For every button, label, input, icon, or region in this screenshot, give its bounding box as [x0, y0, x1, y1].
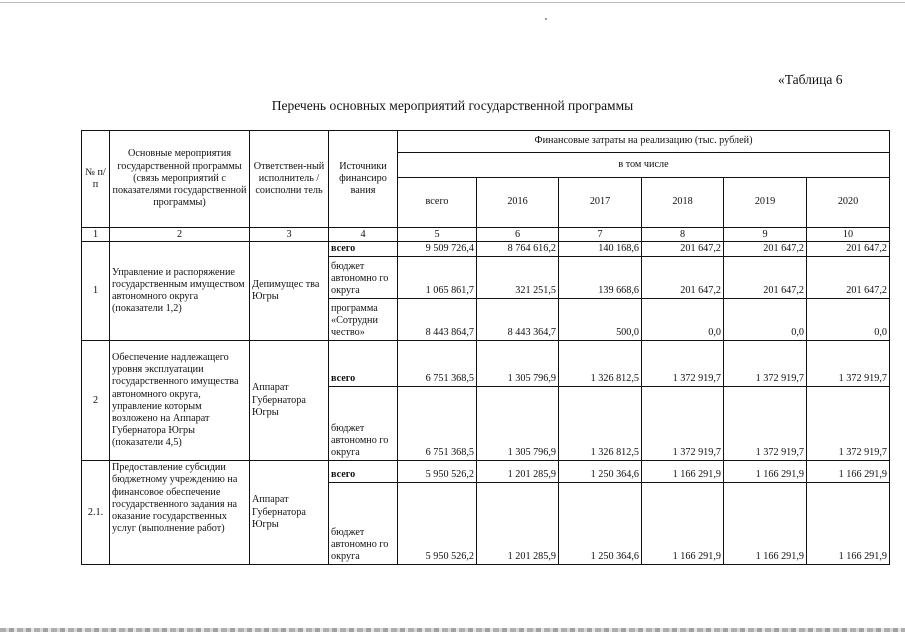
value-2016: 321 251,5: [477, 257, 559, 299]
row-activity: Предоставление субсидии бюджетному учреждению на финансовое обеспечение государственного задания на оказание государственных услуг (выполнение работ): [110, 461, 250, 565]
column-number: 3: [250, 228, 329, 242]
value-2018: 201 647,2: [642, 242, 724, 257]
value-2019: 1 372 919,7: [724, 341, 807, 387]
scan-edge-bottom: [0, 628, 905, 632]
value-2018: 1 166 291,9: [642, 461, 724, 483]
value-2020: 1 166 291,9: [807, 461, 890, 483]
row-source: программа «Сотрудни чество»: [329, 299, 398, 341]
header-year-2018: 2018: [642, 178, 724, 228]
value-2019: 0,0: [724, 299, 807, 341]
header-activity: Основные мероприятия государственной программы (связь мероприятий с показателями государственной программы): [110, 131, 250, 228]
column-number: 6: [477, 228, 559, 242]
value-total: 1 065 861,7: [398, 257, 477, 299]
value-2019: 1 166 291,9: [724, 483, 807, 565]
column-number: 9: [724, 228, 807, 242]
value-2018: 0,0: [642, 299, 724, 341]
row-activity: Управление и распоряжение государственным имуществом автономного округа (показатели 1,2): [110, 242, 250, 341]
scan-speck: [545, 18, 547, 20]
value-total: 8 443 864,7: [398, 299, 477, 341]
row-number: 2: [82, 341, 110, 461]
value-total: 9 509 726,4: [398, 242, 477, 257]
header-responsible: Ответствен-ный исполнитель / соисполни тель: [250, 131, 329, 228]
table-row: [82, 242, 890, 257]
row-number: 1: [82, 242, 110, 341]
column-number: 2: [110, 228, 250, 242]
column-number: 5: [398, 228, 477, 242]
row-responsible: Аппарат Губернатора Югры: [250, 341, 329, 461]
value-2019: 201 647,2: [724, 242, 807, 257]
row-responsible: Депимущес тва Югры: [250, 242, 329, 341]
row-source: всего: [329, 242, 398, 257]
value-2017: 140 168,6: [559, 242, 642, 257]
value-2016: 1 201 285,9: [477, 483, 559, 565]
value-2017: 1 250 364,6: [559, 483, 642, 565]
value-2020: 0,0: [807, 299, 890, 341]
row-source: всего: [329, 341, 398, 387]
header-year-2017: 2017: [559, 178, 642, 228]
value-2017: 1 326 812,5: [559, 387, 642, 461]
row-source: бюджет автономно го округа: [329, 387, 398, 461]
value-total: 6 751 368,5: [398, 341, 477, 387]
value-2016: 8 443 364,7: [477, 299, 559, 341]
activities-table: [81, 130, 890, 565]
column-number-row: [82, 228, 890, 242]
value-2020: 1 372 919,7: [807, 341, 890, 387]
value-2017: 500,0: [559, 299, 642, 341]
value-2016: 1 201 285,9: [477, 461, 559, 483]
row-source: бюджет автономно го округа: [329, 257, 398, 299]
value-total: 5 950 526,2: [398, 483, 477, 565]
scan-edge-top: [0, 2, 905, 3]
value-2019: 201 647,2: [724, 257, 807, 299]
table-row: [82, 461, 890, 483]
value-2017: 1 250 364,6: [559, 461, 642, 483]
value-2018: 1 372 919,7: [642, 341, 724, 387]
value-total: 6 751 368,5: [398, 387, 477, 461]
value-2016: 8 764 616,2: [477, 242, 559, 257]
value-2020: 201 647,2: [807, 242, 890, 257]
value-2019: 1 372 919,7: [724, 387, 807, 461]
value-2018: 1 166 291,9: [642, 483, 724, 565]
column-number: 7: [559, 228, 642, 242]
table-row: [82, 341, 890, 387]
header-year-2019: 2019: [724, 178, 807, 228]
value-2020: 201 647,2: [807, 257, 890, 299]
column-number: 4: [329, 228, 398, 242]
value-2016: 1 305 796,9: [477, 341, 559, 387]
value-2018: 201 647,2: [642, 257, 724, 299]
column-number: 1: [82, 228, 110, 242]
header-including: в том числе: [398, 153, 890, 178]
value-total: 5 950 526,2: [398, 461, 477, 483]
row-number: 2.1.: [82, 461, 110, 565]
header-total: всего: [398, 178, 477, 228]
row-responsible: Аппарат Губернатора Югры: [250, 461, 329, 565]
table-label: «Таблица 6: [778, 72, 843, 87]
header-financial: Финансовые затраты на реализацию (тыс. рублей): [398, 131, 890, 153]
value-2016: 1 305 796,9: [477, 387, 559, 461]
row-source: бюджет автономно го округа: [329, 483, 398, 565]
value-2020: 1 166 291,9: [807, 483, 890, 565]
value-2019: 1 166 291,9: [724, 461, 807, 483]
document-title: Перечень основных мероприятий государственной программы: [271, 98, 634, 113]
header-sources: Источники финансиро вания: [329, 131, 398, 228]
row-activity: Обеспечение надлежащего уровня эксплуатации государственного имущества автономного округа, управление которым возложено на Аппарат Губернатора Югры (показатели 4,5): [110, 341, 250, 461]
column-number: 8: [642, 228, 724, 242]
header-year-2016: 2016: [477, 178, 559, 228]
header-row-1: [82, 131, 890, 153]
column-number: 10: [807, 228, 890, 242]
value-2017: 1 326 812,5: [559, 341, 642, 387]
value-2020: 1 372 919,7: [807, 387, 890, 461]
value-2018: 1 372 919,7: [642, 387, 724, 461]
header-num: № п/п: [82, 131, 110, 228]
header-year-2020: 2020: [807, 178, 890, 228]
value-2017: 139 668,6: [559, 257, 642, 299]
row-source: всего: [329, 461, 398, 483]
